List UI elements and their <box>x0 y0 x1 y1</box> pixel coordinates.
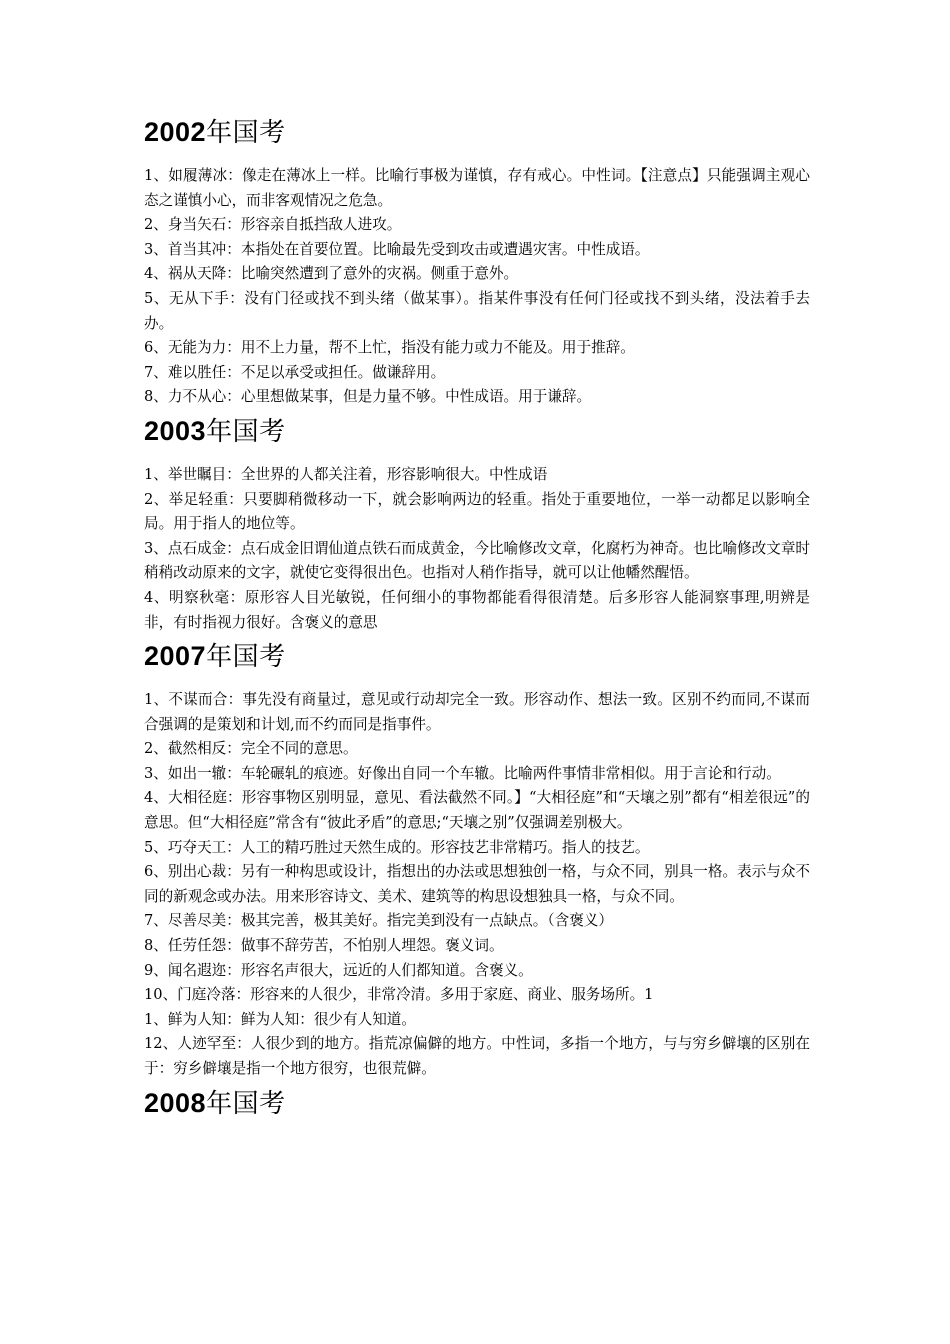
entry-item: 1、鲜为人知：鲜为人知：很少有人知道。 <box>144 1010 416 1028</box>
section-label: 年国考 <box>206 642 286 673</box>
entry-item: 2、身当矢石：形容亲自抵挡敌人进攻。 <box>144 216 402 234</box>
section-year: 2003 <box>144 415 207 446</box>
section-label: 年国考 <box>206 118 286 148</box>
section-2002 <box>144 112 810 410</box>
entry-item: 12、人迹罕至：人很少到的地方。指荒凉偏僻的地方。中性词，多指一个地方，与与穷乡僻壤的区别在于：穷乡僻壤是指一个地方很穷，也很荒僻。 <box>144 1035 810 1077</box>
section-2003 <box>144 411 810 635</box>
entry-list <box>144 164 810 410</box>
section-2008 <box>144 1083 810 1123</box>
entry-item: 7、尽善尽美：极其完善，极其美好。指完美到没有一点缺点。（含褒义） <box>144 912 613 930</box>
entry-item: 3、点石成金：点石成金旧谓仙道点铁石而成黄金，今比喻修改文章，化腐朽为神奇。也比喻修改文章时稍稍改动原来的文字，就使它变得很出色。也指对人稍作指导，就可以让他幡然醒悟。 <box>144 539 811 582</box>
entry-item: 10、门庭冷落：形容来的人很少，非常冷清。多用于家庭、商业、服务场所。1 <box>144 986 654 1004</box>
section-title-2002 <box>144 112 810 152</box>
entry-item: 1、举世瞩目：全世界的人都关注着，形容影响很大。中性成语 <box>144 465 548 483</box>
section-year: 2002 <box>144 117 207 147</box>
section-title-2008 <box>144 1083 810 1123</box>
entry-item: 5、无从下手：没有门径或找不到头绪（做某事）。指某件事没有任何门径或找不到头绪，没法着手去办。 <box>144 289 810 332</box>
title-gap <box>144 451 810 463</box>
section-label: 年国考 <box>206 416 286 447</box>
entry-item: 1、不谋而合：事先没有商量过，意见或行动却完全一致。形容动作、想法一致。区别不约而同,不谋而合强调的是策划和计划,而不约而同是指事件。 <box>144 691 810 733</box>
title-gap <box>144 676 810 688</box>
section-year: 2008 <box>144 1087 207 1118</box>
entry-item: 4、明察秋毫：原形容人目光敏锐，任何细小的事物都能看得很清楚。后多形容人能洞察事理,明辨是非，有时指视力很好。含褒义的意思 <box>144 588 810 631</box>
entry-item: 6、无能为力：用不上力量，帮不上忙，指没有能力或力不能及。用于推辞。 <box>144 339 635 357</box>
entry-list <box>144 463 810 635</box>
entry-list <box>144 688 810 1082</box>
section-title-2007 <box>144 636 810 676</box>
title-gap <box>144 152 810 164</box>
section-year: 2007 <box>144 641 207 672</box>
entry-item: 4、大相径庭：形容事物区别明显，意见、看法截然不同。】“大相径庭”和“天壤之别”都有“相差很远”的意思。但“大相径庭”常含有“彼此矛盾”的意思;“天壤之别”仅强调差别极大。 <box>144 789 810 832</box>
document-page <box>144 112 810 1123</box>
entry-item: 9、闻名遐迩：形容名声很大，远近的人们都知道。含褒义。 <box>144 961 533 979</box>
entry-item: 3、首当其冲：本指处在首要位置。比喻最先受到攻击或遭遇灾害。中性成语。 <box>144 240 650 258</box>
section-label: 年国考 <box>206 1088 286 1119</box>
entry-item: 1、如履薄冰：像走在薄冰上一样。比喻行事极为谨慎，存有戒心。中性词。【注意点】只能强调主观心态之谨慎小心，而非客观情况之危急。 <box>144 167 810 209</box>
entry-item: 7、难以胜任：不足以承受或担任。做谦辞用。 <box>144 363 446 381</box>
entry-item: 8、任劳任怨：做事不辞劳苦，不怕别人埋怨。褒义词。 <box>144 937 504 955</box>
section-2007 <box>144 636 810 1082</box>
entry-item: 2、截然相反：完全不同的意思。 <box>144 740 358 758</box>
entry-item: 8、力不从心：心里想做某事，但是力量不够。中性成语。用于谦辞。 <box>144 388 592 406</box>
entry-item: 3、如出一辙：车轮碾轧的痕迹。好像出自同一个车辙。比喻两件事情非常相似。用于言论和行动。 <box>144 764 781 782</box>
entry-item: 4、祸从天降：比喻突然遭到了意外的灾祸。侧重于意外。 <box>144 265 519 283</box>
section-title-2003 <box>144 411 810 451</box>
entry-item: 5、巧夺天工：人工的精巧胜过天然生成的。形容技艺非常精巧。指人的技艺。 <box>144 838 650 856</box>
entry-item: 6、别出心裁：另有一种构思或设计，指想出的办法或思想独创一格，与众不同，别具一格。表示与众不同的新观念或办法。用来形容诗文、美术、建筑等的构思设想独具一格，与众不同。 <box>144 863 811 905</box>
entry-item: 2、举足轻重：只要脚稍微移动一下，就会影响两边的轻重。指处于重要地位，一举一动都足以影响全局。用于指人的地位等。 <box>144 490 810 533</box>
